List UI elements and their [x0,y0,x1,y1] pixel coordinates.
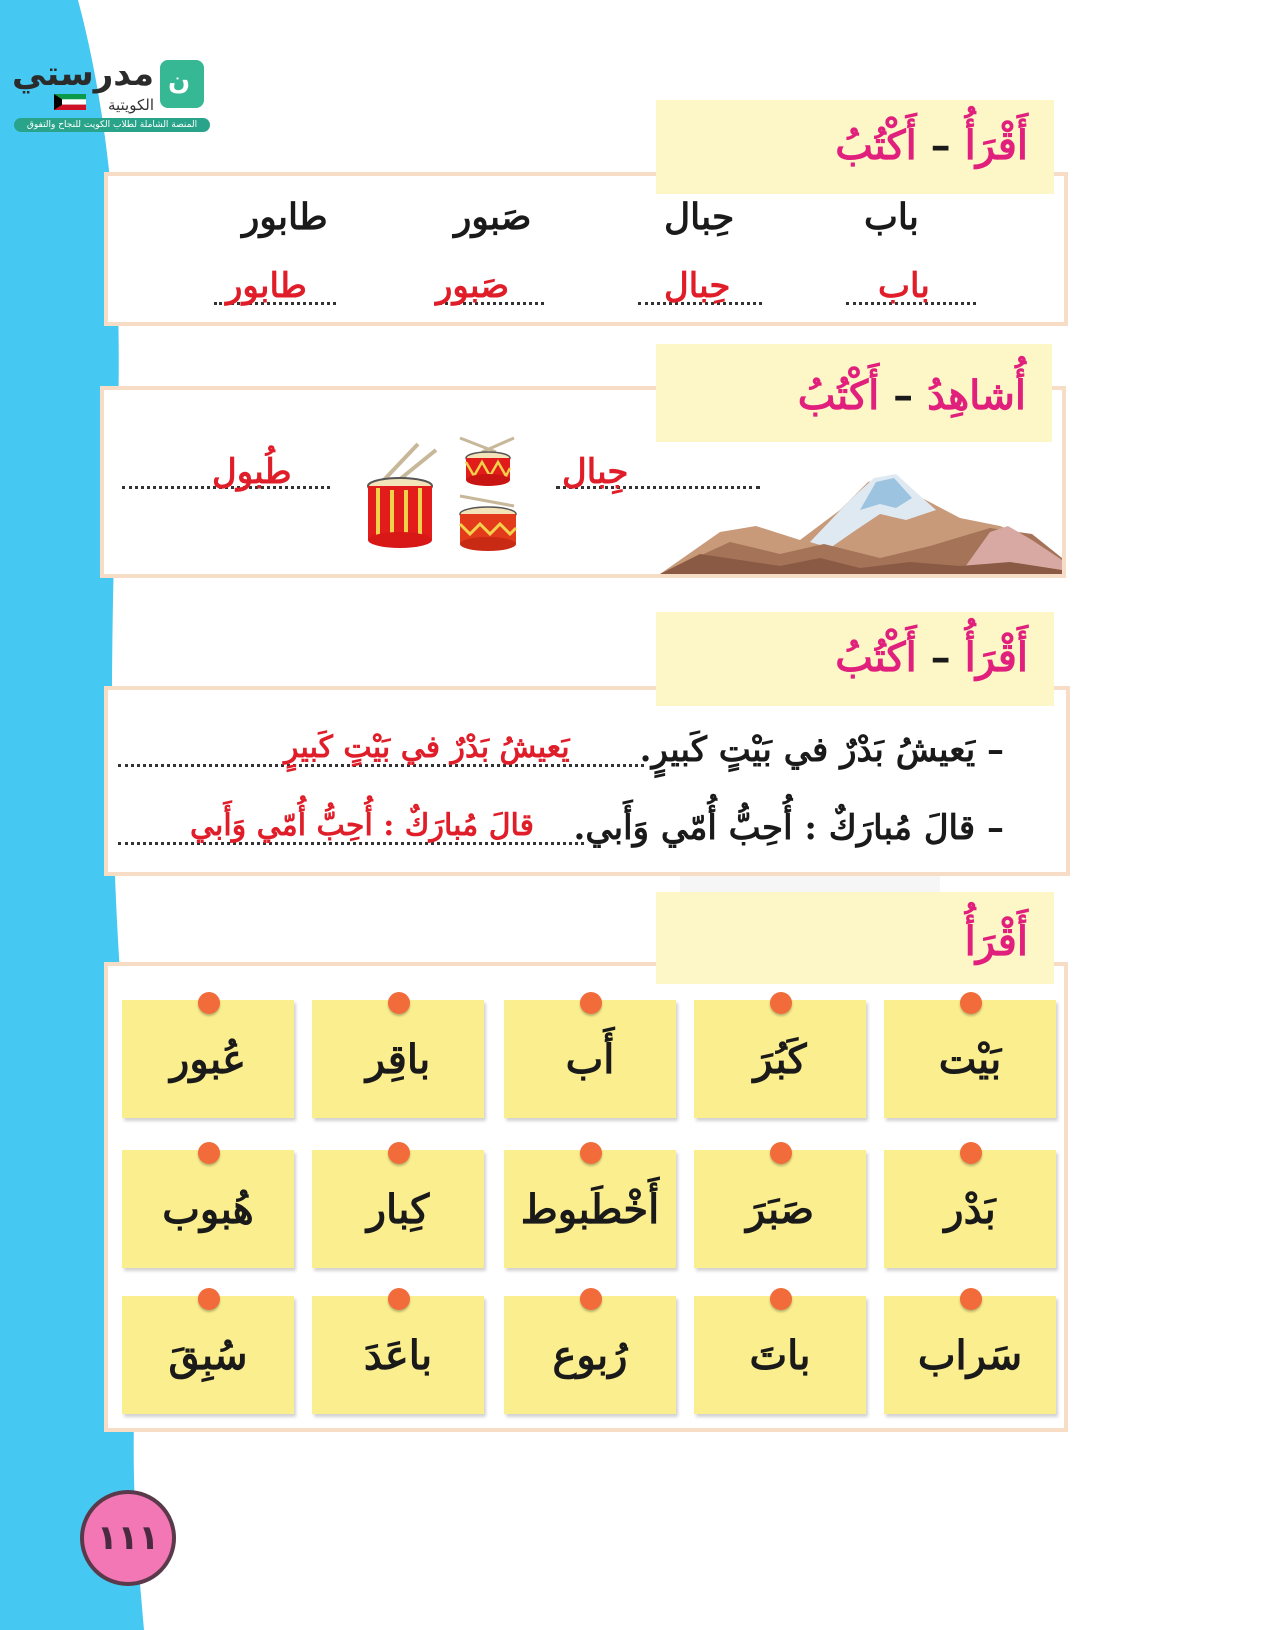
page-number: ١١١ [96,1518,160,1558]
logo-tagline: المنصة الشاملة لطلاب الكويت للنجاح والتفوق [14,118,210,132]
word-card: صَبَرَ [694,1150,866,1268]
word-card: بَيْت [884,1000,1056,1118]
word-card: سَراب [884,1296,1056,1414]
answer-jibal: جِبال [562,452,629,492]
logo-badge-icon: ن [160,60,204,108]
section4-title-tab [656,892,1054,984]
pin-icon [388,1142,410,1164]
pin-icon [388,992,410,1014]
word-card: باتَ [694,1296,866,1414]
pin-icon [770,1142,792,1164]
pin-icon [580,1288,602,1310]
section2-title: أُشاهِدُ – أَكْتُبُ [797,372,1026,419]
pin-icon [960,1142,982,1164]
answer-bab: باب [878,266,930,306]
section2-title-tab [656,344,1052,442]
word-card: أَب [504,1000,676,1118]
word-hibal: حِبال [664,196,735,238]
word-card: أَخْطَبوط [504,1150,676,1268]
page-number-badge [80,1490,176,1586]
pin-icon [388,1288,410,1310]
pin-icon [198,992,220,1014]
pin-icon [770,1288,792,1310]
word-card: كَبُرَ [694,1000,866,1118]
answer-hibal: حِبال [664,266,731,306]
answer-sentence-2: قالَ مُبارَكٌ : أُحِبُّ أُمّي وَأَبي [190,808,534,843]
word-bab: باب [864,196,919,238]
pin-icon [198,1288,220,1310]
answer-tubul: طُبول [212,452,292,492]
word-card: كِبار [312,1150,484,1268]
pin-icon [198,1142,220,1164]
word-card: باقِر [312,1000,484,1118]
word-tabour: طابور [242,196,328,238]
word-card: رُبوع [504,1296,676,1414]
pin-icon [960,1288,982,1310]
pin-icon [960,992,982,1014]
answer-sabour: صَبور [436,266,510,306]
word-card: بَدْر [884,1150,1056,1268]
section3-title-tab [656,612,1054,706]
kuwait-flag-icon [54,94,86,110]
word-sabour: صَبور [454,196,532,238]
pin-icon [770,992,792,1014]
logo-title: مدرستي [12,54,154,94]
section4-title: أَقْرَأُ [964,918,1028,965]
section3-title: أَقْرَأُ – أَكْتُبُ [835,634,1028,681]
pin-icon [580,992,602,1014]
drums-picture [364,432,534,556]
word-card: سُبِقَ [122,1296,294,1414]
section1-title: أَقْرَأُ – أَكْتُبُ [835,122,1028,169]
madrasati-logo [12,54,210,134]
word-card: عُبور [122,1000,294,1118]
logo-subtitle: الكويتية [107,96,154,114]
sentence-1: – يَعيشُ بَدْرٌ في بَيْتٍ كَبيرٍ. [639,730,1004,770]
word-card: باعَدَ [312,1296,484,1414]
word-card: هُبوب [122,1150,294,1268]
section1-title-tab [656,100,1054,194]
answer-sentence-1: يَعيشُ بَدْرٌ في بَيْتٍ كَبيرٍ [284,730,570,765]
answer-tabour: طابور [226,266,307,306]
sentence-2: – قالَ مُبارَكٌ : أُحِبُّ أُمّي وَأَبي. [573,808,1004,848]
pin-icon [580,1142,602,1164]
